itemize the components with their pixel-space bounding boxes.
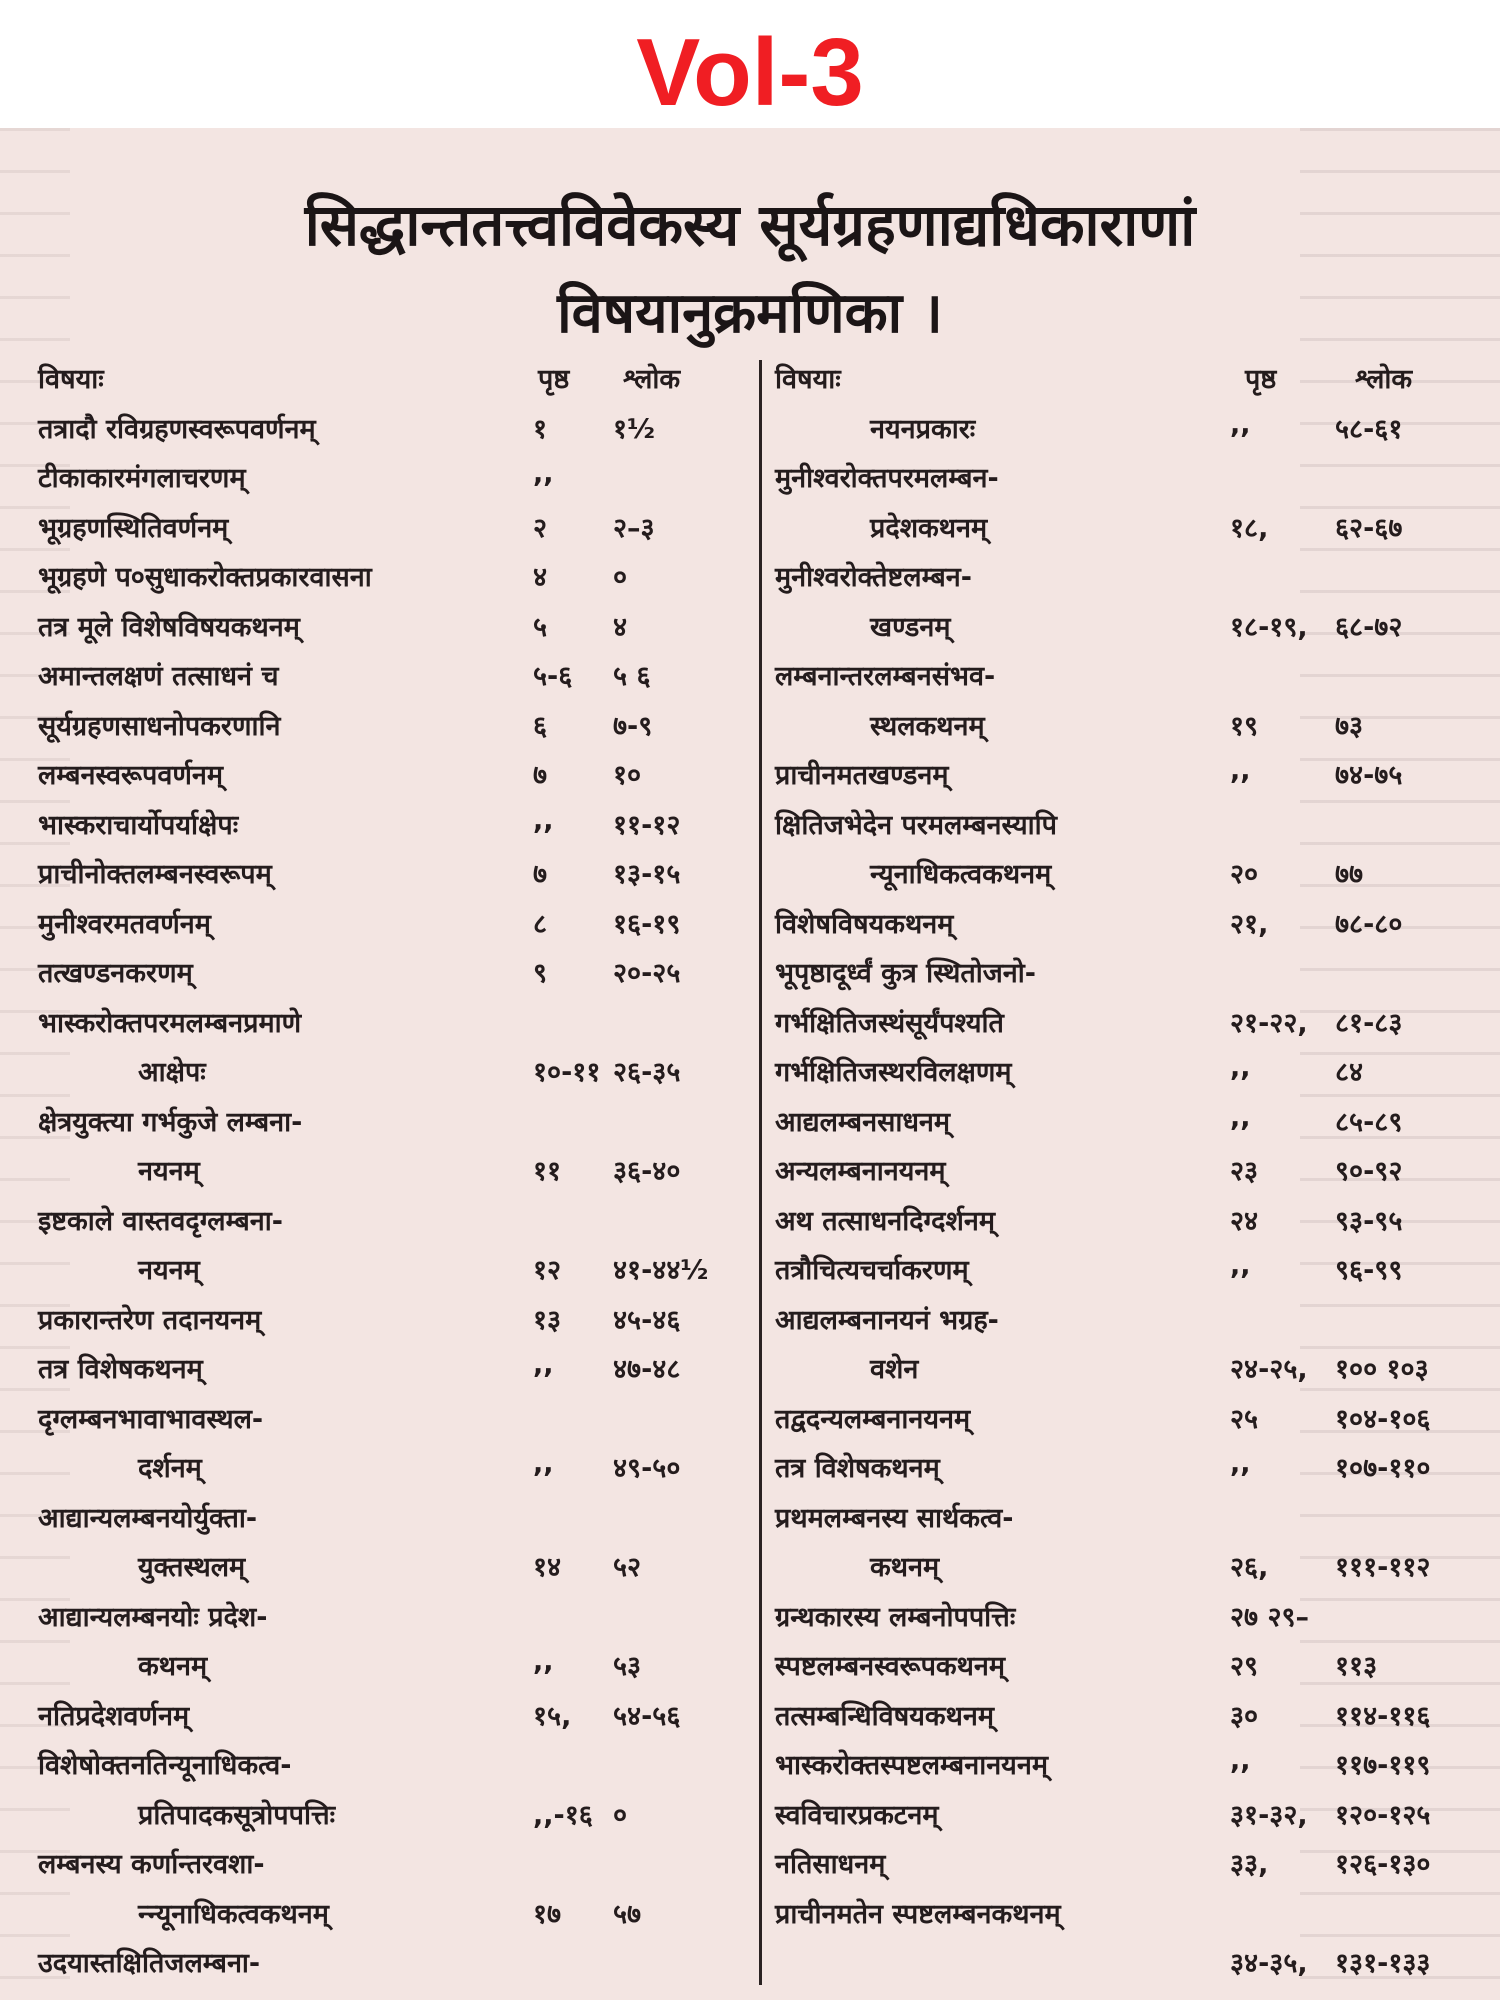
entry-shloka: २–३ <box>613 513 655 544</box>
index-row <box>38 1195 750 1241</box>
index-row <box>38 898 750 944</box>
entry-topic: स्पष्टलम्बनस्वरूपकथनम् <box>775 1651 1006 1682</box>
index-row <box>775 1046 1475 1092</box>
entry-topic: कथनम् <box>138 1651 208 1682</box>
index-header <box>775 353 1475 399</box>
index-row <box>775 997 1475 1043</box>
index-column-left <box>38 353 750 1993</box>
entry-topic: तद्वदन्यलम्बनानयनम् <box>775 1404 971 1435</box>
entry-page: ५ <box>533 612 548 643</box>
entry-topic: प्रतिपादकसूत्रोपपत्तिः <box>138 1800 336 1831</box>
index-row <box>775 502 1475 548</box>
page-heading: सिद्धान्ततत्त्वविवेकस्य सूर्यग्रहणाद्यधिकाराणां <box>304 191 1196 259</box>
entry-shloka: १११-११२ <box>1335 1552 1431 1583</box>
entry-topic: भूग्रहणे प०सुधाकरोक्तप्रकारवासना <box>38 562 372 593</box>
index-row <box>38 1739 750 1785</box>
entry-topic: विशेषोक्तनतिन्यूनाधिकत्व- <box>38 1750 292 1781</box>
entry-shloka: १०७-११० <box>1335 1453 1431 1484</box>
entry-topic: आद्यलम्बनसाधनम् <box>775 1107 951 1138</box>
entry-topic: तत्र विशेषकथनम् <box>38 1354 203 1385</box>
entry-page: ,, <box>533 1646 554 1677</box>
entry-topic: तत्रौचित्यचर्चाकरणम् <box>775 1255 969 1286</box>
entry-page: ६ <box>533 711 548 742</box>
entry-shloka: ८१-८३ <box>1335 1008 1403 1039</box>
entry-topic: प्रदेशकथनम् <box>870 513 988 544</box>
entry-topic: नयनप्रकारः <box>870 414 976 445</box>
entry-shloka: १२६-१३० <box>1335 1849 1431 1880</box>
entry-page: १२ <box>533 1255 562 1286</box>
entry-shloka: ७-९ <box>613 711 653 742</box>
entry-shloka: ४९-५० <box>613 1453 681 1484</box>
entry-page: २७ २९– <box>1230 1602 1310 1633</box>
entry-topic: टीकाकारमंगलाचरणम् <box>38 463 246 494</box>
entry-page: ,, <box>533 805 554 836</box>
entry-shloka: ८४ <box>1335 1057 1364 1088</box>
index-row <box>775 601 1475 647</box>
index-row <box>38 1492 750 1538</box>
entry-shloka: ११-१२ <box>613 810 681 841</box>
entry-topic: आद्यान्यलम्बनयोर्युक्ता- <box>38 1503 258 1534</box>
entry-topic: नतिसाधनम् <box>775 1849 886 1880</box>
entry-topic: भूपृष्ठादूर्ध्वं कुत्र स्थितोजनो- <box>775 958 1036 989</box>
index-row <box>775 1294 1475 1340</box>
index-row <box>38 551 750 597</box>
index-row <box>775 403 1475 449</box>
entry-page: १३ <box>533 1305 562 1336</box>
entry-topic: मुनीश्वरोक्तपरमलम्बन- <box>775 463 999 494</box>
entry-shloka: ५८-६१ <box>1335 414 1403 445</box>
entry-shloka: ४५-४६ <box>613 1305 681 1336</box>
index-row <box>38 848 750 894</box>
entry-page: २१, <box>1230 909 1269 940</box>
index-row <box>38 1294 750 1340</box>
entry-page: ८ <box>533 909 548 940</box>
entry-topic: सूर्यग्रहणसाधनोपकरणानि <box>38 711 281 742</box>
index-row <box>775 1838 1475 1884</box>
entry-shloka: ३६-४० <box>613 1156 681 1187</box>
index-row <box>38 452 750 498</box>
volume-banner: Vol-3 <box>636 19 864 126</box>
index-row <box>38 1442 750 1488</box>
entry-shloka: २०-२५ <box>613 958 681 989</box>
entry-shloka: ९३-९५ <box>1335 1206 1403 1237</box>
index-row <box>38 947 750 993</box>
entry-topic: मुनीश्वरमतवर्णनम् <box>38 909 211 940</box>
index-row <box>38 997 750 1043</box>
entry-topic: खण्डनम् <box>870 612 951 643</box>
entry-shloka: १० <box>613 760 642 791</box>
entry-topic: भूग्रहणस्थितिवर्णनम् <box>38 513 229 544</box>
entry-topic: नयनम् <box>138 1255 200 1286</box>
index-row <box>38 1541 750 1587</box>
entry-shloka: २६-३५ <box>613 1057 681 1088</box>
entry-shloka: ५ ६ <box>613 661 651 692</box>
index-row <box>38 1937 750 1983</box>
index-row <box>775 848 1475 894</box>
entry-topic: अमान्तलक्षणं तत्साधनं च <box>38 661 279 692</box>
entry-page: ,, <box>533 1448 554 1479</box>
entry-topic: मुनीश्वरोक्तेष्टलम्बन- <box>775 562 972 593</box>
entry-shloka: ६८-७२ <box>1335 612 1403 643</box>
entry-topic: तत्सम्बन्धिविषयकथनम् <box>775 1701 995 1732</box>
entry-topic: अन्यलम्बनानयनम् <box>775 1156 946 1187</box>
entry-page: ३४-३५, <box>1230 1948 1308 1979</box>
header-topic: विषयाः <box>775 364 841 395</box>
index-row <box>38 1343 750 1389</box>
entry-shloka: ५७ <box>613 1899 642 1930</box>
index-row <box>775 1145 1475 1191</box>
header-page: पृष्ठ <box>538 364 570 395</box>
index-row <box>775 1195 1475 1241</box>
entry-shloka: १०४-१०६ <box>1335 1404 1431 1435</box>
entry-shloka: ० <box>613 562 628 593</box>
entry-page: २३ <box>1230 1156 1259 1187</box>
index-row <box>775 1492 1475 1538</box>
entry-page: ३३, <box>1230 1849 1269 1880</box>
index-column-right <box>775 353 1475 1993</box>
entry-topic: नयनम् <box>138 1156 200 1187</box>
index-row <box>38 1096 750 1142</box>
entry-shloka: ५२ <box>613 1552 642 1583</box>
entry-topic: विशेषविषयकथनम् <box>775 909 954 940</box>
entry-page: ३० <box>1230 1701 1259 1732</box>
entry-topic: ग्रन्थकारस्य लम्बनोपपत्तिः <box>775 1602 1016 1633</box>
entry-shloka: १६-१९ <box>613 909 681 940</box>
entry-page: ,,-१६ <box>533 1800 593 1831</box>
entry-page: ,, <box>1230 409 1251 440</box>
entry-topic: प्रथमलम्बनस्य सार्थकत्व- <box>775 1503 1014 1534</box>
entry-shloka: ७३ <box>1335 711 1364 742</box>
entry-topic: आक्षेपः <box>138 1057 206 1088</box>
entry-topic: दृग्लम्बनभावाभावस्थल- <box>38 1404 264 1435</box>
entry-page: ११ <box>533 1156 562 1187</box>
page-subheading: विषयानुक्रमणिका । <box>557 280 943 346</box>
index-row <box>775 452 1475 498</box>
entry-page: ,, <box>1230 1052 1251 1083</box>
index-row <box>38 1640 750 1686</box>
entry-page: १९ <box>1230 711 1259 742</box>
entry-topic: उदयास्तक्षितिजलम्बना- <box>38 1948 261 1979</box>
entry-topic: प्राचीनोक्तलम्बनस्वरूपम् <box>38 859 272 890</box>
entry-shloka: ९६-९९ <box>1335 1255 1403 1286</box>
entry-shloka: ४१-४४½ <box>613 1255 709 1286</box>
header-page: पृष्ठ <box>1245 364 1277 395</box>
header-topic: विषयाः <box>38 364 104 395</box>
entry-topic: दर्शनम् <box>138 1453 202 1484</box>
entry-page: ,, <box>533 458 554 489</box>
entry-page: ५-६ <box>533 661 573 692</box>
entry-topic: भास्कराचार्योपर्याक्षेपः <box>38 810 239 841</box>
index-row <box>775 1442 1475 1488</box>
entry-shloka: ११३ <box>1335 1651 1378 1682</box>
entry-shloka: ० <box>613 1800 628 1831</box>
index-row <box>775 898 1475 944</box>
index-row <box>38 700 750 746</box>
entry-topic: गर्भक्षितिजस्थरविलक्षणम् <box>775 1057 1012 1088</box>
entry-page: १७ <box>533 1899 562 1930</box>
index-row <box>775 1343 1475 1389</box>
entry-shloka: १२०-१२५ <box>1335 1800 1431 1831</box>
entry-page: ९ <box>533 958 548 989</box>
entry-shloka: ४७-४८ <box>613 1354 681 1385</box>
index-row <box>38 1690 750 1736</box>
index-row <box>775 1739 1475 1785</box>
entry-page: १०-११ <box>533 1057 601 1088</box>
index-row <box>38 1244 750 1290</box>
index-row <box>38 601 750 647</box>
entry-shloka: ५३ <box>613 1651 642 1682</box>
index-row <box>38 1046 750 1092</box>
index-row <box>38 403 750 449</box>
entry-topic: तत्र विशेषकथनम् <box>775 1453 940 1484</box>
index-header <box>38 353 750 399</box>
entry-page: १८, <box>1230 513 1269 544</box>
entry-shloka: १०० १०३ <box>1335 1354 1429 1385</box>
entry-topic: लम्बनस्य कर्णान्तरवशा- <box>38 1849 265 1880</box>
entry-topic: तत्रादौ रविग्रहणस्वरूपवर्णनम् <box>38 414 316 445</box>
entry-shloka: ११७-११९ <box>1335 1750 1431 1781</box>
index-row <box>775 1888 1475 1934</box>
entry-page: २१-२२, <box>1230 1008 1308 1039</box>
entry-topic: प्रकारान्तरेण तदानयनम् <box>38 1305 262 1336</box>
index-row <box>38 1789 750 1835</box>
entry-topic: गर्भक्षितिजस्थंसूर्यंपश्यति <box>775 1008 1004 1039</box>
entry-topic: क्षितिजभेदेन परमलम्बनस्यापि <box>775 810 1057 841</box>
entry-page: २४-२५, <box>1230 1354 1308 1385</box>
entry-page: १ <box>533 414 548 445</box>
entry-topic: न्न्यूनाधिकत्वकथनम् <box>138 1899 329 1930</box>
index-row <box>38 502 750 548</box>
entry-page: २४ <box>1230 1206 1259 1237</box>
entry-page: ,, <box>1230 1102 1251 1133</box>
entry-shloka: ११४-११६ <box>1335 1701 1431 1732</box>
index-row <box>775 947 1475 993</box>
entry-shloka: ५४-५६ <box>613 1701 681 1732</box>
entry-topic: तत्खण्डनकरणम् <box>38 958 193 989</box>
index-row <box>775 1640 1475 1686</box>
index-row <box>775 1937 1475 1983</box>
entry-shloka: ७४-७५ <box>1335 760 1403 791</box>
entry-topic: आद्यान्यलम्बनयोः प्रदेश- <box>38 1602 268 1633</box>
entry-shloka: १३१-१३३ <box>1335 1948 1431 1979</box>
entry-topic: आद्यलम्बनानयनं भग्रह- <box>775 1305 999 1336</box>
entry-topic: भास्करोक्तपरमलम्बनप्रमाणे <box>38 1008 302 1039</box>
entry-topic: प्राचीनमतेन स्पष्टलम्बनकथनम् <box>775 1899 1061 1930</box>
header-shloka: श्लोक <box>1355 364 1413 395</box>
entry-shloka: ६२-६७ <box>1335 513 1403 544</box>
index-row <box>775 1393 1475 1439</box>
index-row <box>775 1690 1475 1736</box>
entry-topic: क्षेत्रयुक्त्या गर्भकुजे लम्बना- <box>38 1107 303 1138</box>
entry-page: १८-१९, <box>1230 612 1308 643</box>
index-row <box>775 551 1475 597</box>
index-row <box>775 1244 1475 1290</box>
index-row <box>775 700 1475 746</box>
entry-page: ,, <box>533 1349 554 1380</box>
entry-page: ,, <box>1230 1745 1251 1776</box>
entry-topic: इष्टकाले वास्तवदृग्लम्बना- <box>38 1206 283 1237</box>
index-row <box>38 1145 750 1191</box>
entry-page: ,, <box>1230 1448 1251 1479</box>
entry-shloka: ९०-९२ <box>1335 1156 1403 1187</box>
entry-page: २ <box>533 513 548 544</box>
entry-topic: लम्बनस्वरूपवर्णनम् <box>38 760 223 791</box>
column-divider <box>759 360 762 1985</box>
entry-page: २० <box>1230 859 1259 890</box>
index-row <box>38 799 750 845</box>
entry-topic: तत्र मूले विशेषविषयकथनम् <box>38 612 300 643</box>
entry-page: ,, <box>1230 1250 1251 1281</box>
entry-shloka: ८५-८९ <box>1335 1107 1403 1138</box>
entry-topic: युक्तस्थलम् <box>138 1552 246 1583</box>
index-row <box>38 1838 750 1884</box>
index-row <box>38 1393 750 1439</box>
entry-topic: नतिप्रदेशवर्णनम् <box>38 1701 190 1732</box>
entry-shloka: ७७ <box>1335 859 1364 890</box>
entry-topic: लम्बनान्तरलम्बनसंभव- <box>775 661 996 692</box>
entry-topic: कथनम् <box>870 1552 940 1583</box>
entry-page: २९ <box>1230 1651 1259 1682</box>
entry-page: ३१-३२, <box>1230 1800 1308 1831</box>
index-row <box>38 650 750 696</box>
index-row <box>38 1888 750 1934</box>
entry-topic: भास्करोक्तस्पष्टलम्बनानयनम् <box>775 1750 1048 1781</box>
index-page <box>0 128 1500 2000</box>
entry-page: १४ <box>533 1552 562 1583</box>
index-row <box>38 749 750 795</box>
entry-topic: स्वविचारप्रकटनम् <box>775 1800 939 1831</box>
entry-shloka: १½ <box>613 414 655 445</box>
entry-page: ७ <box>533 859 548 890</box>
index-row <box>775 650 1475 696</box>
index-row <box>775 749 1475 795</box>
entry-page: २६, <box>1230 1552 1269 1583</box>
entry-page: २५ <box>1230 1404 1259 1435</box>
entry-topic: अथ तत्साधनदिग्दर्शनम् <box>775 1206 995 1237</box>
index-row <box>775 799 1475 845</box>
entry-page: ४ <box>533 562 548 593</box>
index-row <box>775 1789 1475 1835</box>
index-row <box>775 1591 1475 1637</box>
header-shloka: श्लोक <box>623 364 681 395</box>
index-row <box>38 1591 750 1637</box>
index-row <box>775 1096 1475 1142</box>
entry-shloka: ७८-८० <box>1335 909 1403 940</box>
entry-page: ७ <box>533 760 548 791</box>
entry-shloka: ४ <box>613 612 628 643</box>
index-row <box>775 1541 1475 1587</box>
entry-topic: वशेन <box>870 1354 919 1385</box>
entry-topic: स्थलकथनम् <box>870 711 985 742</box>
entry-page: ,, <box>1230 755 1251 786</box>
entry-shloka: १३-१५ <box>613 859 681 890</box>
entry-topic: न्यूनाधिकत्वकथनम् <box>870 859 1052 890</box>
entry-topic: प्राचीनमतखण्डनम् <box>775 760 949 791</box>
entry-page: १५, <box>533 1701 572 1732</box>
